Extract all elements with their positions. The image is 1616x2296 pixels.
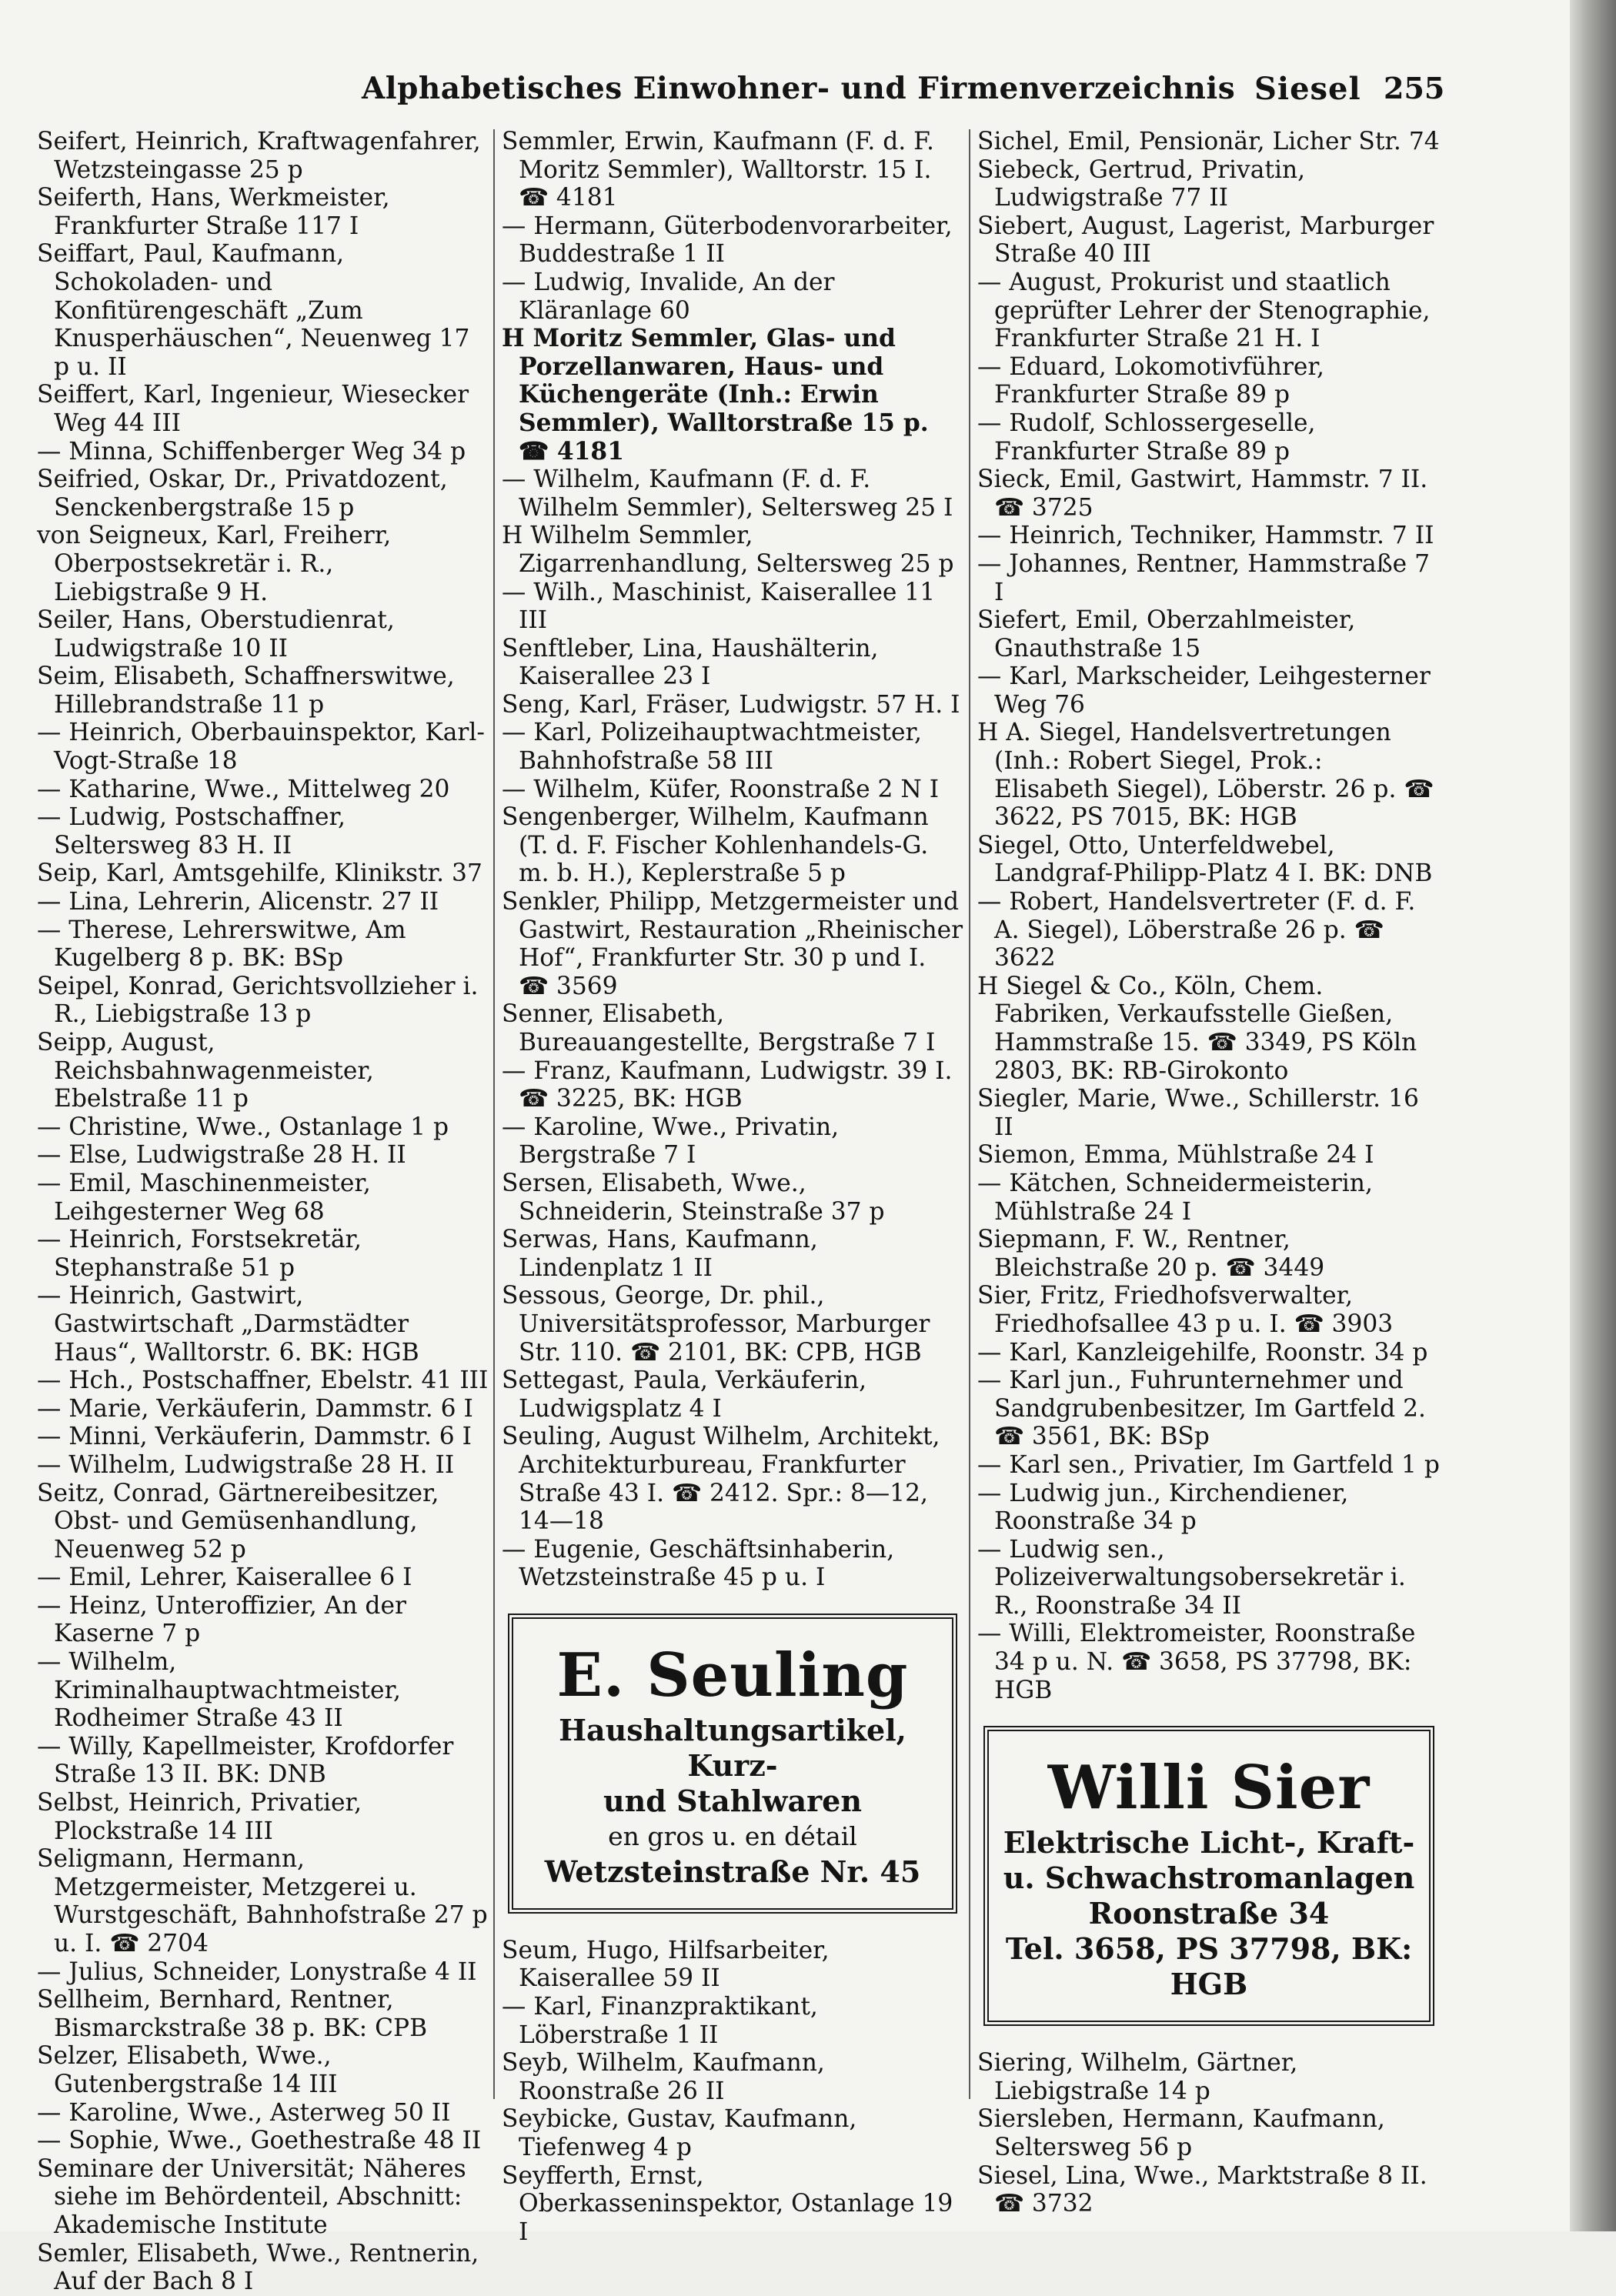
advert-seuling-name: E. Seuling [556, 1640, 909, 1710]
directory-entry: — Sophie, Wwe., Goethestraße 48 II [37, 2127, 482, 2155]
directory-entry: — Willy, Kapellmeister, Krofdorfer Straße 13 II. BK: DNB [37, 1732, 454, 1789]
directory-entry: — Willi, Elektromeister, Roonstraße 34 p u. N. ☎ 3658, PS 37798, BK: HGB [977, 1620, 1416, 1704]
directory-entry: Sichel, Emil, Pensionär, Licher Str. 74 [977, 128, 1440, 155]
directory-entry: — Robert, Handelsvertreter (F. d. F. A. Siegel), Löberstraße 26 p. ☎ 3622 [977, 888, 1416, 973]
directory-entry: — Therese, Lehrerswitwe, Am Kugelberg 8 p. BK: BSp [37, 916, 406, 973]
directory-entry: — Johannes, Rentner, Hammstraße 7 I [977, 549, 1431, 606]
book-spine [1570, 0, 1616, 2231]
advert-sier-name: Willi Sier [1047, 1753, 1371, 1824]
directory-entry: Seipel, Konrad, Gerichtsvollzieher i. R., Liebigstraße 13 p [37, 972, 479, 1029]
directory-entry: Seip, Karl, Amtsgehilfe, Klinikstr. 37 [37, 859, 482, 888]
advert-sier-line4: Tel. 3658, PS 37798, BK: HGB [1005, 1931, 1413, 2002]
page-number: 255 [1384, 71, 1445, 105]
directory-entry: — Lina, Lehrerin, Alicenstr. 27 II [37, 888, 439, 916]
directory-entry: — Heinrich, Gastwirt, Gastwirtschaft „Darmstädter Haus“, Walltorstr. 6. BK: HGB [37, 1282, 419, 1367]
directory-entry: Siepmann, F. W., Rentner, Bleichstraße 20 p. ☎ 3449 [977, 1226, 1325, 1282]
head-name: Siesel [1254, 71, 1361, 107]
column-rule-2 [969, 129, 970, 2099]
directory-entry: H A. Siegel, Handelsvertretungen (Inh.: Robert Siegel, Prok.: Elisabeth Siegel), Löberstr. 26 p. ☎ 3622, PS 7015, BK: HGB [977, 719, 1434, 832]
directory-entry: — Eugenie, Geschäftsinhaberin, Wetzsteinstraße 45 p u. I [502, 1535, 895, 1592]
advert-seuling-line4: Wetzsteinstraße Nr. 45 [544, 1854, 921, 1889]
directory-entry: Siebert, August, Lagerist, Marburger Straße 40 III [977, 212, 1434, 269]
advert-seuling-line2: und Stahlwaren [603, 1783, 862, 1818]
advert-sier-line2: u. Schwachstromanlagen [1003, 1860, 1415, 1896]
directory-entry: — Else, Ludwigstraße 28 H. II [37, 1141, 406, 1170]
directory-entry: Siemon, Emma, Mühlstraße 24 I [977, 1141, 1374, 1170]
directory-entry: — Heinrich, Oberbauinspektor, Karl-Vogt-Straße 18 [37, 719, 485, 776]
directory-entry: — Wilh., Maschinist, Kaiserallee 11 III [502, 578, 936, 635]
directory-entry: — Wilhelm, Kaufmann (F. d. F. Wilhelm Semmler), Seltersweg 25 I [502, 466, 953, 522]
directory-entry: Seiffert, Karl, Ingenieur, Wiesecker Weg 44 III [37, 381, 469, 437]
directory-entry: — Karl, Polizeihauptwachtmeister, Bahnhofstraße 58 III [502, 719, 922, 776]
directory-entry: — Katharine, Wwe., Mittelweg 20 [37, 775, 450, 803]
directory-entry: Siebeck, Gertrud, Privatin, Ludwigstraße 77 II [977, 155, 1306, 212]
directory-entry: — Karl, Markscheider, Leihgesterner Weg 76 [977, 662, 1431, 719]
directory-entry: Sessous, George, Dr. phil., Universitätsprofessor, Marburger Str. 110. ☎ 2101, BK: CPB, HGB [502, 1282, 930, 1367]
directory-entry: Seum, Hugo, Hilfsarbeiter, Kaiserallee 59 II [502, 1936, 830, 1993]
directory-entry: — Julius, Schneider, Lonystraße 4 II [37, 1957, 477, 1986]
advert-seuling [508, 1614, 957, 1914]
directory-entry: Selbst, Heinrich, Privatier, Plockstraße 14 III [37, 1789, 362, 1845]
directory-entry: Seyfferth, Ernst, Oberkasseninspektor, Ostanlage 19 I [502, 2161, 953, 2246]
directory-entry: Seitz, Conrad, Gärtnereibesitzer, Obst- und Gemüsenhandlung, Neuenweg 52 p [37, 1479, 439, 1563]
directory-entry: — Karl jun., Fuhrunternehmer und Sandgrubenbesitzer, Im Gartfeld 2. ☎ 3561, BK: BSp [977, 1367, 1426, 1451]
directory-entry: — Hermann, Güterbodenvorarbeiter, Buddestraße 1 II [502, 212, 953, 269]
directory-entry: — Heinz, Unteroffizier, An der Kaserne 7 p [37, 1591, 406, 1648]
column-rule-1 [493, 129, 495, 2099]
column-3 [977, 128, 1441, 2218]
directory-entry: Sieck, Emil, Gastwirt, Hammstr. 7 II. ☎ 3725 [977, 466, 1428, 522]
directory-entry: — Emil, Maschinenmeister, Leihgesterner Weg 68 [37, 1169, 371, 1226]
directory-entry: Serwas, Hans, Kaufmann, Lindenplatz 1 II [502, 1226, 818, 1282]
advert-sier-line3: Roonstraße 34 [1088, 1896, 1330, 1931]
directory-entry: — Minni, Verkäuferin, Dammstr. 6 I [37, 1423, 472, 1451]
directory-entry: — Eduard, Lokomotivführer, Frankfurter Straße 89 p [977, 352, 1324, 409]
directory-entry: Seifert, Heinrich, Kraftwagenfahrer, Wetzsteingasse 25 p [37, 128, 481, 184]
directory-entry: — Rudolf, Schlossergeselle, Frankfurter Straße 89 p [977, 409, 1316, 466]
directory-entry: Seiler, Hans, Oberstudienrat, Ludwigstraße 10 II [37, 606, 395, 662]
directory-entry: — Franz, Kaufmann, Ludwigstr. 39 I. ☎ 3225, BK: HGB [502, 1056, 953, 1113]
directory-entry: Siesel, Lina, Wwe., Marktstraße 8 II. ☎ 3732 [977, 2161, 1427, 2218]
advert-seuling-line1: Haushaltungsartikel, Kurz- [559, 1712, 906, 1783]
running-title: Alphabetisches Einwohner- und Firmenverzeichnis [362, 71, 1236, 106]
directory-entry: — Ludwig sen., Polizeiverwaltungsobersekretär i. R., Roonstraße 34 II [977, 1535, 1406, 1620]
directory-entry: H Siegel & Co., Köln, Chem. Fabriken, Verkaufsstelle Gießen, Hammstraße 15. ☎ 3349, PS Köln 2803, BK: RB-Girokonto [977, 972, 1417, 1085]
directory-entry: Senftleber, Lina, Haushälterin, Kaiserallee 23 I [502, 634, 879, 691]
directory-entry: — Christine, Wwe., Ostanlage 1 p [37, 1113, 449, 1141]
directory-entry: Senner, Elisabeth, Bureauangestellte, Bergstraße 7 I [502, 1000, 936, 1056]
advert-sier [983, 1726, 1434, 2026]
directory-entry: Senkler, Philipp, Metzgermeister und Gastwirt, Restauration „Rheinischer Hof“, Frankfurter Str. 30 p und I. ☎ 3569 [502, 888, 963, 1000]
directory-entry: — Karoline, Wwe., Privatin, Bergstraße 7 I [502, 1113, 840, 1170]
directory-entry: Seuling, August Wilhelm, Architekt, Architekturbureau, Frankfurter Straße 43 I. ☎ 2412. Spr.: 8—12, 14—18 [502, 1423, 940, 1536]
directory-entry: Selzer, Elisabeth, Wwe., Gutenbergstraße 14 III [37, 2042, 338, 2098]
directory-entry: — Hch., Postschaffner, Ebelstr. 41 III [37, 1367, 489, 1395]
directory-entry: Siersleben, Hermann, Kaufmann, Seltersweg 56 p [977, 2105, 1385, 2162]
advert-seuling-line3: en gros u. en détail [608, 1820, 857, 1851]
directory-entry: Seim, Elisabeth, Schaffnerswitwe, Hillebrandstraße 11 p [37, 662, 455, 719]
directory-entry: Sengenberger, Wilhelm, Kaufmann (T. d. F. Fischer Kohlenhandels-G. m. b. H.), Keplerstraße 5 p [502, 803, 929, 888]
directory-entry: — Ludwig jun., Kirchendiener, Roonstraße 34 p [977, 1479, 1349, 1536]
directory-entry: Seyb, Wilhelm, Kaufmann, Roonstraße 26 II [502, 2049, 825, 2105]
directory-entry: Siefert, Emil, Oberzahlmeister, Gnauthstraße 15 [977, 606, 1356, 662]
directory-entry: von Seigneux, Karl, Freiherr, Oberpostsekretär i. R., Liebigstraße 9 H. [37, 522, 392, 606]
directory-entry: Sellheim, Bernhard, Rentner, Bismarckstraße 38 p. BK: CPB [37, 1986, 428, 2042]
directory-entry: Sier, Fritz, Friedhofsverwalter, Friedhofsallee 43 p u. I. ☎ 3903 [977, 1282, 1394, 1338]
directory-entry: Siegel, Otto, Unterfeldwebel, Landgraf-Philipp-Platz 4 I. BK: DNB [977, 831, 1433, 888]
directory-entry: — Minna, Schiffenberger Weg 34 p [37, 437, 466, 466]
directory-entry: Seifried, Oskar, Dr., Privatdozent, Senckenbergstraße 15 p [37, 466, 448, 522]
directory-entry: — Wilhelm, Kriminalhauptwachtmeister, Rodheimer Straße 43 II [37, 1648, 401, 1733]
bold-entry-moritz-semmler: H Moritz Semmler, Glas- und Porzellanwaren, Haus- und Küchengeräte (Inh.: Erwin Semmler), Walltorstraße 15 p. ☎ 4181 [502, 325, 929, 466]
directory-entry: Semmler, Erwin, Kaufmann (F. d. F. Moritz Semmler), Walltorstr. 15 I. ☎ 4181 [502, 128, 934, 212]
directory-entry: — Ludwig, Invalide, An der Kläranlage 60 [502, 268, 835, 325]
directory-entry: Siering, Wilhelm, Gärtner, Liebigstraße 14 p [977, 2049, 1298, 2105]
directory-entry: Seiffart, Paul, Kaufmann, Schokoladen- und Konfitürengeschäft „Zum Knusperhäuschen“, Neuenweg 17 p u. II [37, 240, 470, 381]
directory-entry: — August, Prokurist und staatlich geprüfter Lehrer der Stenographie, Frankfurter Straße 21 H. I [977, 268, 1431, 353]
directory-entry: — Karl, Finanzpraktikant, Löberstraße 1 II [502, 1993, 818, 2049]
directory-entry: Seiferth, Hans, Werkmeister, Frankfurter Straße 117 I [37, 184, 390, 240]
directory-entry: Seipp, August, Reichsbahnwagenmeister, Ebelstraße 11 p [37, 1029, 374, 1113]
directory-entry: — Emil, Lehrer, Kaiserallee 6 I [37, 1563, 412, 1592]
directory-entry: Siegler, Marie, Wwe., Schillerstr. 16 II [977, 1085, 1419, 1141]
directory-entry: — Karl, Kanzleigehilfe, Roonstr. 34 p [977, 1338, 1428, 1367]
directory-entry: Seybicke, Gustav, Kaufmann, Tiefenweg 4 p [502, 2105, 857, 2162]
directory-entry: — Ludwig, Postschaffner, Seltersweg 83 H. II [37, 803, 346, 859]
directory-entry: H Wilhelm Semmler, Zigarrenhandlung, Seltersweg 25 p [502, 522, 954, 578]
directory-entry: — Karl sen., Privatier, Im Gartfeld 1 p [977, 1450, 1440, 1479]
column-1 [37, 128, 489, 2296]
directory-entry: — Heinrich, Techniker, Hammstr. 7 II [977, 522, 1434, 550]
directory-entry: — Karoline, Wwe., Asterweg 50 II [37, 2098, 451, 2127]
directory-entry: — Wilhelm, Ludwigstraße 28 H. II [37, 1450, 455, 1479]
directory-entry: Semler, Elisabeth, Wwe., Rentnerin, Auf der Bach 8 I [37, 2239, 479, 2296]
column-2 [502, 128, 963, 2246]
directory-entry: Settegast, Paula, Verkäuferin, Ludwigsplatz 4 I [502, 1367, 867, 1423]
directory-entry: Sersen, Elisabeth, Wwe., Schneiderin, Steinstraße 37 p [502, 1169, 885, 1226]
directory-entry: — Heinrich, Forstsekretär, Stephanstraße 51 p [37, 1226, 362, 1282]
advert-sier-line1: Elektrische Licht-, Kraft- [1003, 1825, 1415, 1860]
directory-entry: — Wilhelm, Küfer, Roonstraße 2 N I [502, 775, 940, 803]
directory-entry: Seligmann, Hermann, Metzgermeister, Metzgerei u. Wurstgeschäft, Bahnhofstraße 27 p u. I. ☎ 2704 [37, 1845, 488, 1957]
directory-entry: — Marie, Verkäuferin, Dammstr. 6 I [37, 1394, 473, 1423]
directory-entry: — Kätchen, Schneidermeisterin, Mühlstraße 24 I [977, 1169, 1373, 1226]
directory-entry: Seminare der Universität; Näheres siehe im Behördenteil, Abschnitt: Akademische Institute [37, 2154, 466, 2239]
directory-entry: Seng, Karl, Fräser, Ludwigstr. 57 H. I [502, 690, 960, 719]
